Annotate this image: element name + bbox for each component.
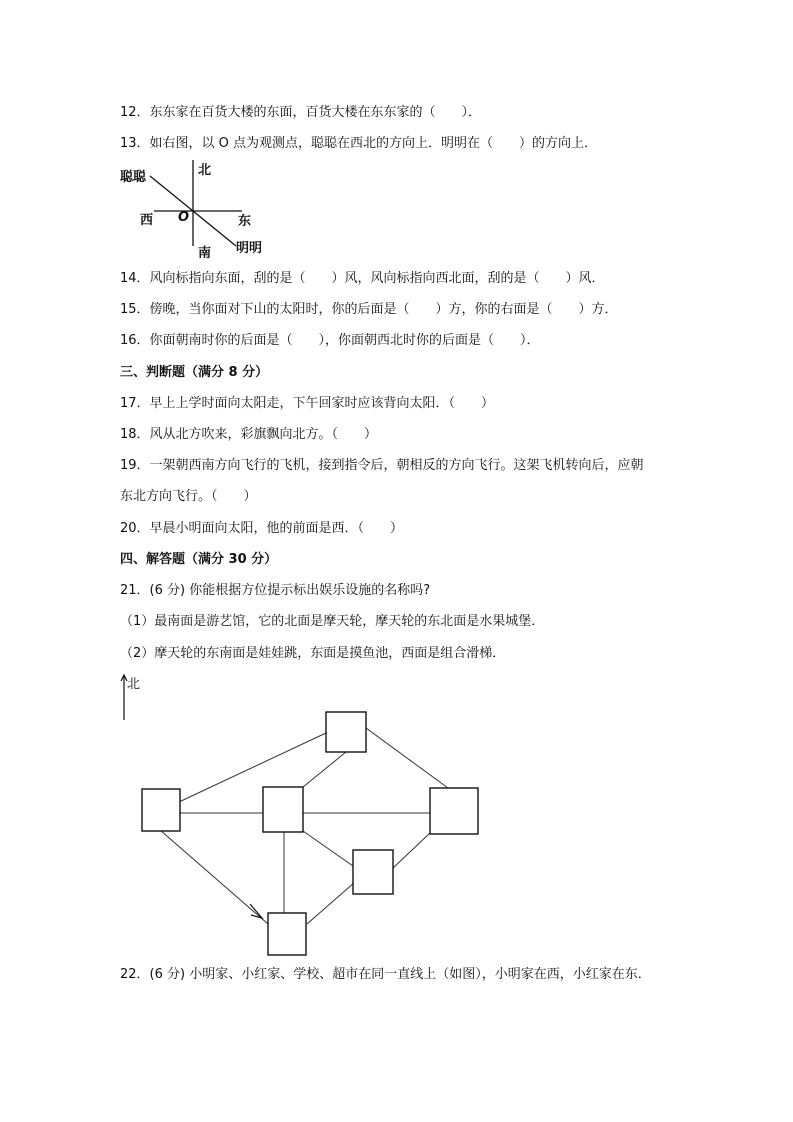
question-19-line-1: 19．一架朝西南方向飞行的飞机，接到指令后，朝相反的方向飞行。这架飞机转向后，应朝: [120, 458, 644, 473]
northwest-ray: [150, 176, 193, 211]
question-19-line-2: 东北方向飞行。（ ）: [120, 489, 257, 504]
facility-box-center[interactable]: [263, 787, 303, 832]
west-label: 西: [140, 213, 154, 228]
section-3-heading: 三、判断题（满分 8 分）: [120, 365, 269, 380]
question-13: 13．如右图，以 O 点为观测点，聪聪在西北的方向上．明明在（ ）的方向上．: [120, 136, 598, 151]
question-21: 21．(6 分) 你能根据方位提示标出娱乐设施的名称吗?: [120, 583, 431, 598]
question-18: 18．风从北方吹来，彩旗飘向北方。（ ）: [120, 427, 378, 442]
path-top-right: [366, 728, 448, 788]
question-21-hint-1: （1）最南面是游艺馆，它的北面是摩天轮，摩天轮的东北面是水果城堡．: [120, 614, 545, 629]
path-center-top: [303, 752, 346, 787]
facility-box-bottom[interactable]: [268, 913, 306, 955]
question-22: 22．(6 分) 小明家、小红家、学校、超市在同一直线上（如图），小明家在西，小红家在东．: [120, 967, 651, 982]
question-17: 17．早上上学时面向太阳走，下午回家时应该背向太阳．（ ）: [120, 396, 495, 411]
mingming-label: 明明: [236, 241, 263, 256]
facility-box-right[interactable]: [430, 788, 478, 834]
question-21-hint-2: （2）摩天轮的东南面是娃娃跳，东面是摸鱼池，西面是组合滑梯．: [120, 646, 506, 661]
facility-box-lower-middle[interactable]: [353, 850, 393, 894]
north-label: 北: [198, 163, 212, 178]
path-center-lowmid: [303, 831, 353, 866]
question-12: 12．东东家在百货大楼的东面，百货大楼在东东家的（ ）．: [120, 105, 482, 120]
path-lowmid-bottom: [307, 882, 355, 924]
facility-box-left[interactable]: [142, 789, 180, 831]
congcong-label: 聪聪: [120, 170, 147, 185]
amusement-map-figure: [110, 668, 500, 960]
question-20: 20．早晨小明面向太阳，他的前面是西．（ ）: [120, 521, 404, 536]
path-left-bottom: [160, 830, 268, 924]
path-lowmid-right: [393, 833, 430, 868]
question-16: 16．你面朝南时你的后面是（ ），你面朝西北时你的后面是（ ）．: [120, 333, 540, 348]
southeast-ray: [193, 211, 236, 246]
question-14: 14．风向标指向东面，刮的是（ ）风，风向标指向西北面，刮的是（ ）风．: [120, 271, 605, 286]
map-north-label: 北: [127, 677, 141, 692]
facility-box-top[interactable]: [326, 712, 366, 752]
origin-label: O: [178, 210, 190, 225]
east-label: 东: [238, 214, 252, 229]
path-left-top: [179, 733, 326, 802]
path-arrow-head: [250, 904, 262, 918]
compass-figure: [116, 154, 276, 262]
question-15: 15．傍晚，当你面对下山的太阳时，你的后面是（ ）方，你的右面是（ ）方．: [120, 302, 618, 317]
south-label: 南: [198, 246, 212, 261]
section-4-heading: 四、解答题（满分 30 分）: [120, 552, 278, 567]
